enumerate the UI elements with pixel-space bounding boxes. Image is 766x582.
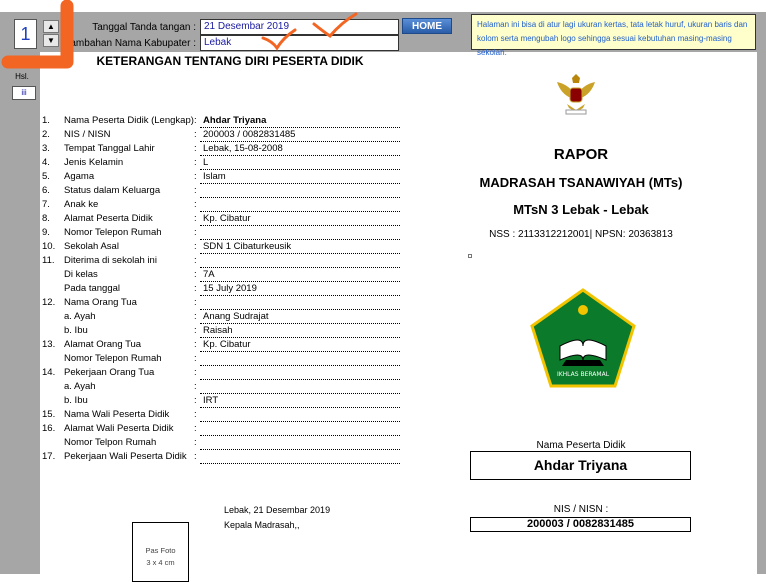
row-label: b. Ibu [64, 325, 88, 336]
school-level: MADRASAH TSANAWIYAH (MTs) [479, 175, 683, 190]
hal-field[interactable]: iii [12, 86, 36, 100]
row-number: 5. [42, 171, 50, 182]
row-label: Nama Orang Tua [64, 297, 137, 308]
logo-text: IKHLAS BERAMAL [556, 371, 610, 378]
row-value: Islam [203, 171, 226, 182]
info-row [42, 366, 402, 380]
row-colon: : [194, 157, 197, 168]
row-colon: : [194, 437, 197, 448]
row-label: Tempat Tanggal Lahir [64, 143, 155, 154]
row-number: 3. [42, 143, 50, 154]
info-row [42, 324, 402, 338]
row-number: 11. [42, 255, 55, 266]
row-number: 16. [42, 423, 56, 434]
row-label: Pada tanggal [64, 283, 120, 294]
row-label: Nomor Telepon Rumah [64, 353, 162, 364]
row-colon: : [194, 311, 197, 322]
row-value: Kp. Cibatur [203, 213, 251, 224]
nis-label: NIS / NISN : [553, 504, 609, 515]
row-label: NIS / NISN [64, 129, 111, 140]
row-colon: : [194, 143, 197, 154]
dotted-line [200, 463, 400, 464]
small-marker [468, 254, 472, 258]
row-colon: : [194, 451, 197, 462]
row-label: Diterima di sekolah ini [64, 255, 157, 266]
row-label: a. Ayah [64, 381, 96, 392]
row-label: Pekerjaan Wali Peserta Didik [64, 451, 187, 462]
row-label: Alamat Wali Peserta Didik [64, 423, 174, 434]
school-name: MTsN 3 Lebak - Lebak [513, 202, 649, 217]
row-label: Agama [64, 171, 95, 182]
row-label: Anak ke [64, 199, 99, 210]
nis-box: 200003 / 0082831485 [470, 517, 691, 532]
row-colon: : [194, 381, 197, 392]
info-row [42, 338, 402, 352]
row-value: 200003 / 0082831485 [203, 129, 296, 140]
row-colon: : [194, 241, 197, 252]
row-value: 15 July 2019 [203, 283, 257, 294]
row-colon: : [194, 395, 197, 406]
info-row [42, 254, 402, 268]
sign-role: Kepala Madrasah,, [224, 520, 300, 530]
kabupaten-input[interactable]: Lebak [200, 35, 399, 51]
row-colon: : [194, 297, 197, 308]
row-colon: : [194, 129, 197, 140]
info-row [42, 114, 402, 128]
spin-down-button[interactable]: ▼ [43, 34, 59, 47]
home-button[interactable]: HOME [402, 18, 452, 34]
row-colon: : [194, 213, 197, 224]
info-row [42, 394, 402, 408]
page-title: KETERANGAN TENTANG DIRI PESERTA DIDIK [96, 54, 364, 68]
row-value: L [203, 157, 209, 168]
info-row [42, 282, 402, 296]
row-value: Ahdar Triyana [203, 115, 267, 126]
row-colon: : [194, 339, 197, 350]
row-label: Status dalam Keluarga [64, 185, 161, 196]
row-colon: : [194, 423, 197, 434]
info-row [42, 310, 402, 324]
kemenag-logo-icon [530, 288, 636, 388]
row-number: 14. [42, 367, 56, 378]
page-number-field[interactable]: 1 [14, 19, 37, 49]
kabupaten-label: Tambahan Nama Kabupater : [65, 38, 196, 49]
row-label: a. Ayah [64, 311, 96, 322]
nss-npsn: NSS : 2113312212001| NPSN: 20363813 [489, 229, 673, 240]
row-label: b. Ibu [64, 395, 88, 406]
info-row [42, 296, 402, 310]
info-row [42, 184, 402, 198]
info-row [42, 128, 402, 142]
student-name-box: Ahdar Triyana [470, 451, 691, 480]
row-value: IRT [203, 395, 219, 406]
info-row [42, 352, 402, 366]
row-colon: : [194, 227, 197, 238]
row-number: 15. [42, 409, 56, 420]
row-label: Pekerjaan Orang Tua [64, 367, 155, 378]
info-row [42, 198, 402, 212]
row-colon: : [194, 409, 197, 420]
info-note: Halaman ini bisa di atur lagi ukuran kertas, tata letak huruf, ukuran baris dan kolom serta mengubah logo sehingga sesuai kebutuhan masing-masing sekolah. [471, 14, 756, 50]
photo-label: Pas Foto [145, 546, 176, 555]
row-colon: : [194, 171, 197, 182]
hal-label: Hsl. [15, 72, 29, 81]
row-number: 9. [42, 227, 50, 238]
info-row [42, 212, 402, 226]
row-label: Jenis Kelamin [64, 157, 124, 168]
row-number: 4. [42, 157, 50, 168]
date-input[interactable]: 21 Desembar 2019 [200, 19, 399, 35]
info-row [42, 436, 402, 450]
info-row [42, 422, 402, 436]
info-row [42, 450, 402, 464]
photo-size: 3 x 4 cm [146, 558, 175, 567]
row-colon: : [194, 283, 197, 294]
row-value: SDN 1 Cibaturkeusik [203, 241, 292, 252]
row-colon: : [194, 367, 197, 378]
row-value: Anang Sudrajat [203, 311, 269, 322]
date-label: Tanggal Tanda tangan : [92, 22, 196, 33]
info-row [42, 240, 402, 254]
row-value: Kp. Cibatur [203, 339, 251, 350]
info-row [42, 142, 402, 156]
row-label: Di kelas [64, 269, 98, 280]
row-number: 6. [42, 185, 50, 196]
row-number: 1. [42, 115, 50, 126]
row-number: 8. [42, 213, 50, 224]
row-label: Nama Peserta Didik (Lengkap) [64, 115, 194, 126]
info-row [42, 156, 402, 170]
row-value: Lebak, 15-08-2008 [203, 143, 283, 154]
spin-up-button[interactable]: ▲ [43, 20, 59, 33]
row-number: 10. [42, 241, 56, 252]
sign-place-date: Lebak, 21 Desembar 2019 [224, 505, 331, 515]
garuda-emblem-icon [555, 70, 597, 116]
row-colon: : [194, 255, 197, 266]
photo-placeholder [132, 522, 189, 582]
row-label: Alamat Peserta Didik [64, 213, 153, 224]
info-row [42, 226, 402, 240]
row-label: Nomor Telepon Rumah [64, 227, 162, 238]
info-row [42, 408, 402, 422]
row-label: Nama Wali Peserta Didik [64, 409, 170, 420]
info-row [42, 268, 402, 282]
row-colon: : [194, 115, 197, 126]
row-colon: : [194, 353, 197, 364]
row-label: Sekolah Asal [64, 241, 119, 252]
row-number: 13. [42, 339, 56, 350]
name-label: Nama Peserta Didik [536, 440, 626, 451]
info-row [42, 380, 402, 394]
row-number: 12. [42, 297, 56, 308]
info-row [42, 170, 402, 184]
row-value: Raisah [203, 325, 233, 336]
row-number: 17. [42, 451, 56, 462]
row-label: Alamat Orang Tua [64, 339, 142, 350]
row-value: 7A [203, 269, 215, 280]
row-colon: : [194, 269, 197, 280]
row-number: 2. [42, 129, 50, 140]
right-margin [757, 12, 766, 574]
row-label: Nomor Telpon Rumah [64, 437, 157, 448]
row-colon: : [194, 199, 197, 210]
row-colon: : [194, 325, 197, 336]
row-number: 7. [42, 199, 50, 210]
rapor-title: RAPOR [553, 146, 609, 163]
row-colon: : [194, 185, 197, 196]
